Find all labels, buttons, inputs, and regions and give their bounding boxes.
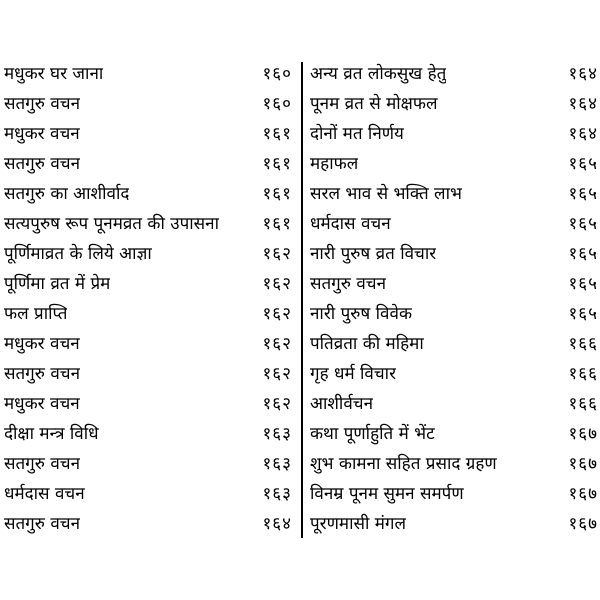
toc-entry-page-number: १६२ <box>262 304 292 324</box>
toc-entry <box>306 60 600 90</box>
toc-entry-title: सरल भाव से भक्ति लाभ <box>310 184 462 204</box>
toc-entry-title: पूरणमासी मंगल <box>310 514 407 534</box>
toc-entry-page-number: १६५ <box>568 154 598 174</box>
toc-entry-title: नारी पुरुष व्रत विचार <box>310 244 437 264</box>
toc-entry-title: आशीर्वचन <box>310 394 374 414</box>
toc-entry-title: फल प्राप्ति <box>4 304 68 324</box>
toc-entry <box>306 240 600 270</box>
toc-entry-page-number: १६३ <box>262 484 292 504</box>
table-of-contents <box>0 60 600 540</box>
toc-entry-page-number: १६५ <box>568 184 598 204</box>
toc-entry-page-number: १६७ <box>568 514 598 534</box>
toc-entry <box>0 390 298 420</box>
toc-entry <box>306 330 600 360</box>
toc-entry <box>306 90 600 120</box>
column-divider <box>301 62 303 538</box>
toc-entry <box>306 390 600 420</box>
toc-entry-title: पूर्णिमा व्रत में प्रेम <box>4 274 111 294</box>
toc-entry-page-number: १६४ <box>568 94 598 114</box>
toc-entry-page-number: १६० <box>262 64 292 84</box>
toc-entry <box>306 300 600 330</box>
toc-left-column <box>0 60 298 540</box>
toc-entry <box>306 210 600 240</box>
toc-entry-title: महाफल <box>310 154 359 174</box>
toc-entry-page-number: १६६ <box>568 334 598 354</box>
toc-entry <box>306 480 600 510</box>
toc-entry-title: पूर्णिमाव्रत के लिये आज्ञा <box>4 244 152 264</box>
toc-entry-page-number: १६३ <box>262 454 292 474</box>
toc-entry-page-number: १६१ <box>262 214 292 234</box>
toc-entry-title: दोनों मत निर्णय <box>310 124 404 144</box>
toc-entry <box>0 60 298 90</box>
toc-entry-page-number: १६३ <box>262 424 292 444</box>
toc-entry-page-number: १६६ <box>568 394 598 414</box>
toc-entry <box>306 150 600 180</box>
toc-entry-title: धर्मदास वचन <box>310 214 391 234</box>
toc-entry-title: दीक्षा मन्त्र विधि <box>4 424 99 444</box>
toc-right-column <box>306 60 600 540</box>
toc-entry-page-number: १६२ <box>262 274 292 294</box>
toc-entry <box>0 180 298 210</box>
toc-entry-page-number: १६५ <box>568 244 598 264</box>
toc-entry-title: सतगुरु वचन <box>310 274 387 294</box>
toc-entry-title: अन्य व्रत लोकसुख हेतु <box>310 64 447 84</box>
toc-entry-title: सतगुरु का आशीर्वाद <box>4 184 130 204</box>
toc-entry-title: मधुकर वचन <box>4 394 80 414</box>
toc-entry-page-number: १६५ <box>568 274 598 294</box>
toc-entry-page-number: १६१ <box>262 124 292 144</box>
toc-entry <box>0 450 298 480</box>
toc-entry <box>0 420 298 450</box>
toc-entry <box>306 420 600 450</box>
toc-entry-page-number: १६१ <box>262 184 292 204</box>
toc-entry-title: सतगुरु वचन <box>4 94 81 114</box>
toc-entry-title: सतगुरु वचन <box>4 364 81 384</box>
toc-entry-page-number: १६७ <box>568 424 598 444</box>
toc-entry-page-number: १६६ <box>568 364 598 384</box>
toc-entry-title: नारी पुरुष विवेक <box>310 304 413 324</box>
toc-entry-page-number: १६२ <box>262 364 292 384</box>
toc-entry <box>0 210 298 240</box>
toc-entry-title: पूनम व्रत से मोक्षफल <box>310 94 438 114</box>
toc-entry-title: कथा पूर्णाहुति में भेंट <box>310 424 435 444</box>
toc-entry <box>306 450 600 480</box>
toc-entry-title: धर्मदास वचन <box>4 484 85 504</box>
toc-entry-page-number: १६७ <box>568 484 598 504</box>
toc-entry-title: गृह धर्म विचार <box>310 364 397 384</box>
toc-entry <box>0 360 298 390</box>
toc-entry-page-number: १६० <box>262 94 292 114</box>
toc-entry-title: शुभ कामना सहित प्रसाद ग्रहण <box>310 454 497 474</box>
toc-entry <box>0 120 298 150</box>
toc-entry-page-number: १६५ <box>568 304 598 324</box>
toc-entry-page-number: १६४ <box>568 64 598 84</box>
toc-entry <box>0 510 298 540</box>
toc-entry-title: पतिव्रता की महिमा <box>310 334 424 354</box>
toc-entry <box>0 240 298 270</box>
toc-entry-page-number: १६४ <box>262 514 292 534</box>
toc-entry-page-number: १६२ <box>262 244 292 264</box>
toc-entry <box>306 180 600 210</box>
toc-entry-title: सत्यपुरुष रूप पूनमव्रत की उपासना <box>4 214 219 234</box>
toc-entry-title: सतगुरु वचन <box>4 154 81 174</box>
toc-entry <box>0 90 298 120</box>
toc-entry <box>0 480 298 510</box>
toc-entry-title: मधुकर घर जाना <box>4 64 104 84</box>
toc-entry-page-number: १६५ <box>568 214 598 234</box>
toc-entry <box>306 510 600 540</box>
toc-entry <box>0 270 298 300</box>
toc-entry-title: मधुकर वचन <box>4 334 80 354</box>
toc-entry <box>306 270 600 300</box>
toc-entry <box>306 120 600 150</box>
toc-entry-title: सतगुरु वचन <box>4 514 81 534</box>
toc-entry <box>0 330 298 360</box>
toc-entry-title: विनम्र पूनम सुमन समर्पण <box>310 484 464 504</box>
toc-entry-page-number: १६१ <box>262 154 292 174</box>
toc-entry <box>0 300 298 330</box>
toc-entry <box>306 360 600 390</box>
toc-entry-page-number: १६२ <box>262 394 292 414</box>
toc-entry <box>0 150 298 180</box>
toc-entry-title: सतगुरु वचन <box>4 454 81 474</box>
toc-entry-page-number: १६७ <box>568 454 598 474</box>
toc-entry-title: मधुकर वचन <box>4 124 80 144</box>
toc-entry-page-number: १६४ <box>568 124 598 144</box>
toc-entry-page-number: १६२ <box>262 334 292 354</box>
